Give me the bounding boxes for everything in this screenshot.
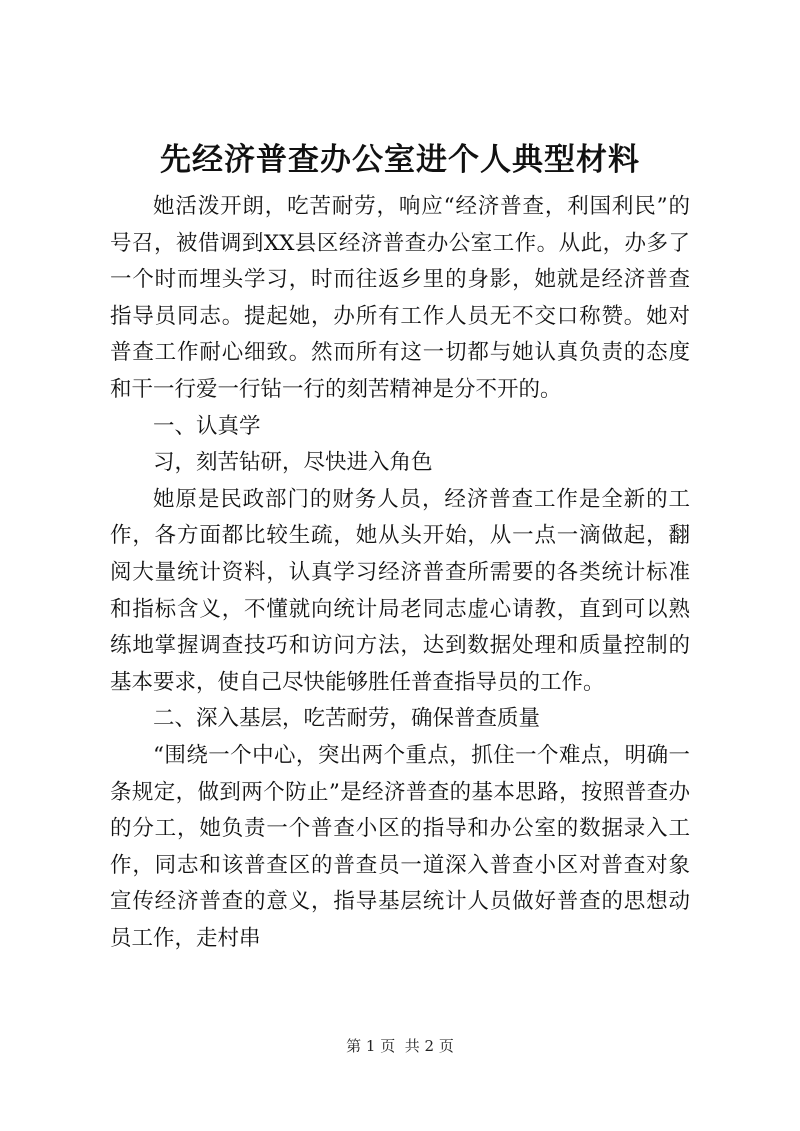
- section-heading: 习，刻苦钻研，尽快进入角色: [153, 450, 433, 476]
- paragraph: “围绕一个中心，突出两个重点，抓住一个难点，明确一条规定，做到两个防止”是经济普查的基本思路，按照普查办的分工，她负责一个普查小区的指导和办公室的数据录入工作，同志和该普查区的普查员一道深入普查小区对普查对象宣传经济普查的意义，指导基层统计人员做好普查的思想动员工作，走村串: [110, 742, 690, 951]
- document-body: [110, 189, 690, 957]
- paragraph: 她活泼开朗，吃苦耐劳，响应“经济普查，利国利民”的号召，被借调到XX县区经济普查办公室工作。从此，办多了一个时而埋头学习，时而往返乡里的身影，她就是经济普查指导员同志。提起她，办所有工作人员无不交口称赞。她对普查工作耐心细致。然而所有这一切都与她认真负责的态度和干一行爱一行钻一行的刻苦精神是分不开的。: [110, 194, 690, 402]
- paragraph: 她原是民政部门的财务人员，经济普查工作是全新的工作，各方面都比较生疏，她从头开始，从一点一滴做起，翻阅大量统计资料，认真学习经济普查所需要的各类统计标准和指标含义，不懂就向统计局老同志虚心请教，直到可以熟练地掌握调查技巧和访问方法，达到数据处理和质量控制的基本要求，使自己尽快能够胜任普查指导员的工作。: [110, 486, 690, 695]
- page-number-label: 第 1 页 共 2 页: [346, 1037, 454, 1055]
- section-heading: 二、深入基层，吃苦耐劳，确保普查质量: [153, 706, 541, 732]
- document-title: 先经济普查办公室进个人典型材料: [160, 142, 640, 178]
- section-heading: 一、认真学: [153, 413, 261, 439]
- page-footer: [0, 1036, 800, 1056]
